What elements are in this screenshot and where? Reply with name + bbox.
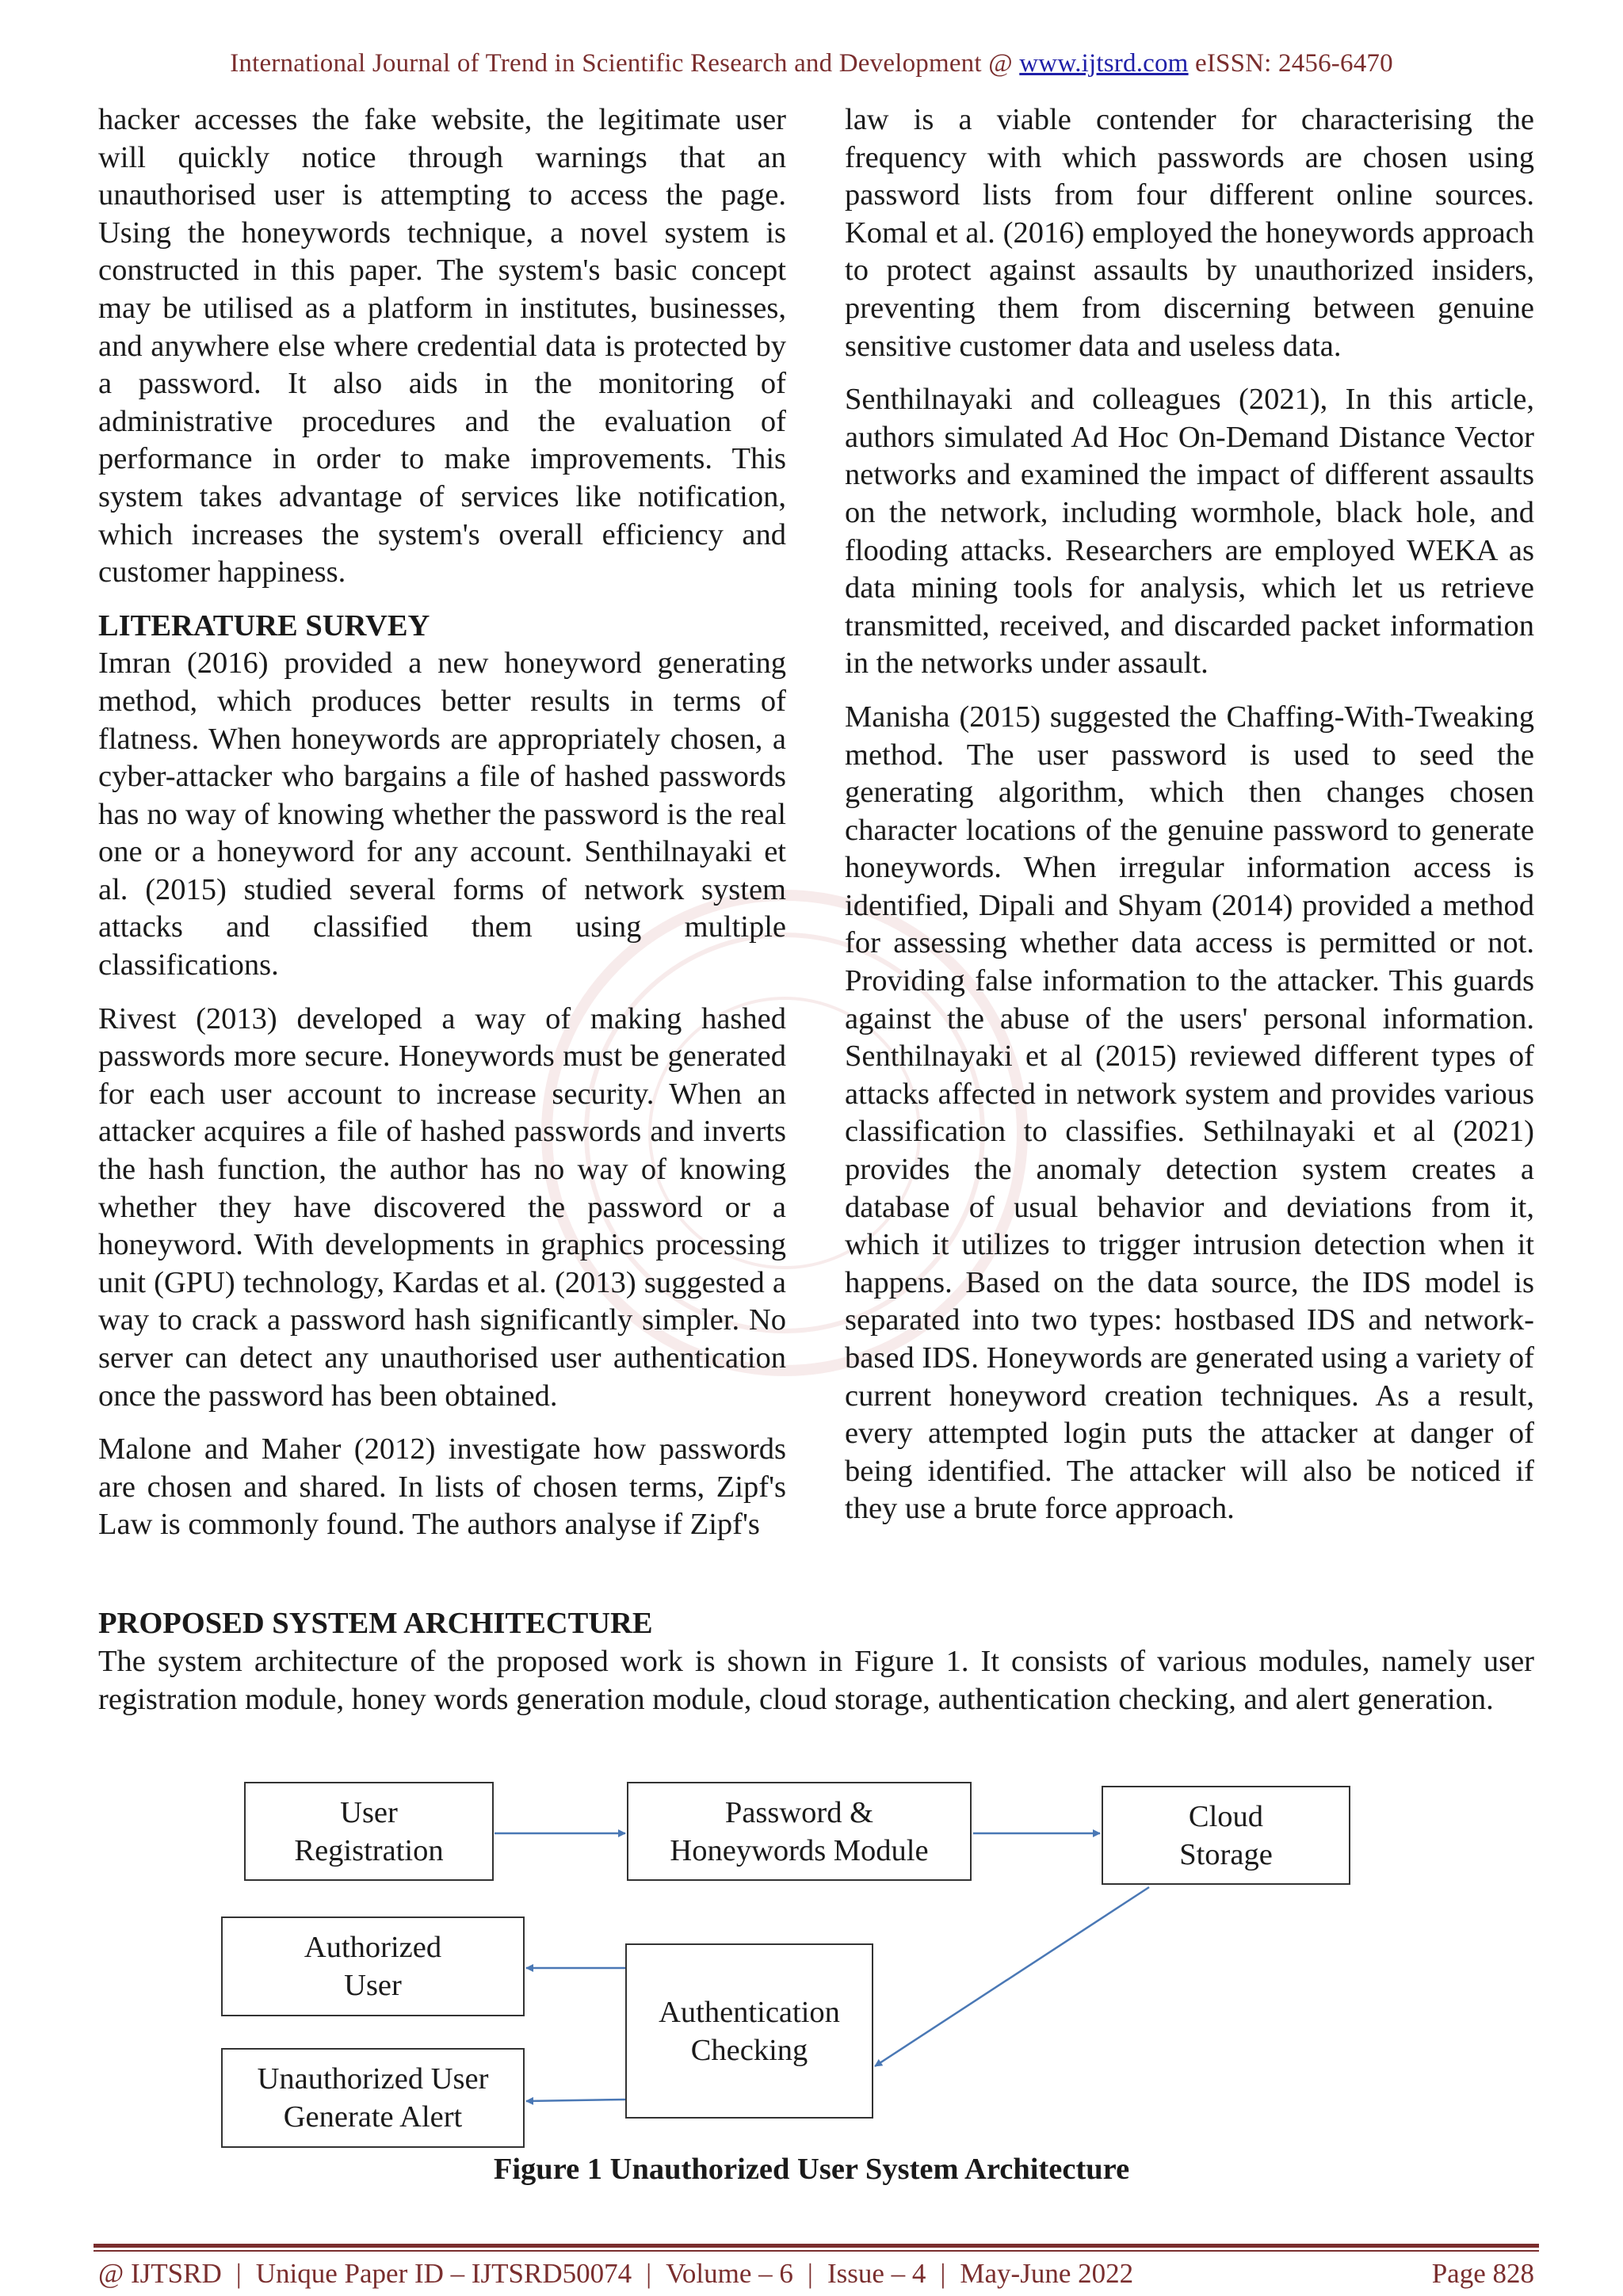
footer-date: May-June 2022 (960, 2258, 1134, 2289)
box-authentication-checking-label: Authentication Checking (659, 1995, 840, 2067)
footer-rule-thick (94, 2244, 1539, 2248)
paragraph-senthilnayaki: Senthilnayaki and colleagues (2021), In this article, authors simulated Ad Hoc On-Demand Distance Vector networks and examined the impact of different assaults on the network, including wormhole, black hole, and flooding attacks. Researchers are employed WEKA as data mining tools for analysis, which let us retrieve transmitted, received, and discarded packet information in the networks under assault. (845, 383, 1534, 681)
header-website-link[interactable]: www.ijtsrd.com (1019, 49, 1189, 78)
arrow-authentication-to-unauthorized (526, 2100, 625, 2101)
heading-proposed-architecture: PROPOSED SYSTEM ARCHITECTURE (98, 1607, 653, 1640)
footer-volume: Volume – 6 (666, 2258, 793, 2289)
box-authorized-user (221, 1917, 525, 2016)
left-column (98, 101, 786, 1560)
box-authorized-user-label: Authorized User (304, 1931, 442, 2002)
paragraph-imran: Imran (2016) provided a new honeyword generating method, which produces better results in terms of flatness. When honeywords are appropriately chosen, a cyber-attacker who bargains a file of hashed passwords has no way of knowing whether the password is the real one or a honeyword for any account. Senthilnayaki et al. (2015) studied several forms of network system attacks and classified them using multiple classifications. (98, 646, 786, 982)
running-footer: @ IJTSRD | Unique Paper ID – IJTSRD50074 | Volume – 6 | Issue – 4 | May-June 2022 Page 828 (98, 2258, 1534, 2289)
footer-rule-thin (94, 2250, 1539, 2252)
box-user-registration-label: User Registration (294, 1795, 444, 1867)
paragraph-zipf-continuation: law is a viable contender for characterising the frequency with which passwords are chosen using password lists from four different online sources. Komal et al. (2016) employed the honeywords approach to protect against assaults by unauthorized insiders, preventing them from discerning between genuine sensitive customer data and useless data. (845, 103, 1534, 363)
footer-paper-id: Unique Paper ID – IJTSRD50074 (255, 2258, 632, 2289)
paragraph-architecture-intro: The system architecture of the proposed work is shown in Figure 1. It consists of various modules, namely user registration module, honey words generation module, cloud storage, authentication checking, and alert generation. (98, 1645, 1534, 1716)
box-cloud-storage (1102, 1786, 1350, 1885)
heading-literature-survey: LITERATURE SURVEY (98, 608, 430, 643)
box-cloud-storage-label: Cloud Storage (1179, 1799, 1273, 1871)
box-unauthorized-user-label: Unauthorized User Generate Alert (257, 2062, 489, 2134)
paragraph-intro-continuation: hacker accesses the fake website, the legitimate user will quickly notice through warnings that an unauthorised user is attempting to access the page. Using the honeywords technique, a novel system is constructed in this paper. The system's basic concept may be utilised as a platform in institutes, businesses, and anywhere else where credential data is protected by a password. It also aids in the monitoring of administrative procedures and the evaluation of performance in order to make improvements. This system takes advantage of services like notification, which increases the system's overall efficiency and customer happiness. (98, 103, 786, 589)
footer-page-number: Page 828 (1431, 2258, 1534, 2289)
footer-journal: @ IJTSRD (98, 2258, 222, 2289)
paragraph-manisha: Manisha (2015) suggested the Chaffing-With-Tweaking method. The user password is used to seed the generating algorithm, which then changes chosen character locations of the genuine password to generate honeywords. When irregular information access is identified, Dipali and Shyam (2014) provided a method for assessing whether data access is permitted or not. Providing false information to the attacker. This guards against the abuse of the users' personal information. Senthilnayaki et al (2015) reviewed different types of attacks affected in network system and provides various classification to classifies. Sethilnayaki et al (2021) provides the anomaly detection system creates a database of usual behavior and deviations from it, which it utilizes to trigger intrusion detection when it happens. Based on the data source, the IDS model is separated into two types: hostbased IDS and network-based IDS. Honeywords are generated using a variety of current honeyword creation techniques. As a result, every attempted login puts the attacker at danger of being identified. The attacker will also be noticed if they use a brute force approach. (845, 700, 1534, 1526)
arrow-cloud-to-authentication (875, 1887, 1149, 2066)
box-password-honeywords-module (627, 1782, 972, 1881)
running-header (0, 49, 1623, 78)
figure-caption: Figure 1 Unauthorized User System Architecture (493, 2153, 1130, 2186)
box-password-honeywords-label: Password & Honeywords Module (670, 1795, 929, 1867)
header-journal-name: International Journal of Trend in Scientific Research and Development @ (230, 49, 1020, 78)
footer-issue: Issue – 4 (827, 2258, 926, 2289)
box-user-registration (244, 1782, 494, 1881)
header-issn: eISSN: 2456-6470 (1188, 49, 1393, 78)
paragraph-rivest: Rivest (2013) developed a way of making hashed passwords more secure. Honeywords must be generated for each user account to increase security. When an attacker acquires a file of hashed passwords and inverts the hash function, the author has no way of knowing whether they have discovered the password or a honeyword. With developments in graphics processing unit (GPU) technology, Kardas et al. (2013) suggested a way to crack a password hash significantly simpler. No server can detect any unauthorised user authentication once the password has been obtained. (98, 1001, 786, 1413)
right-column (845, 101, 1534, 1544)
box-authentication-checking (625, 1943, 873, 2119)
box-unauthorized-user-alert (221, 2048, 525, 2148)
paragraph-malone: Malone and Maher (2012) investigate how passwords are chosen and shared. In lists of chosen terms, Zipf's Law is commonly found. The authors analyse if Zipf's (98, 1432, 786, 1542)
